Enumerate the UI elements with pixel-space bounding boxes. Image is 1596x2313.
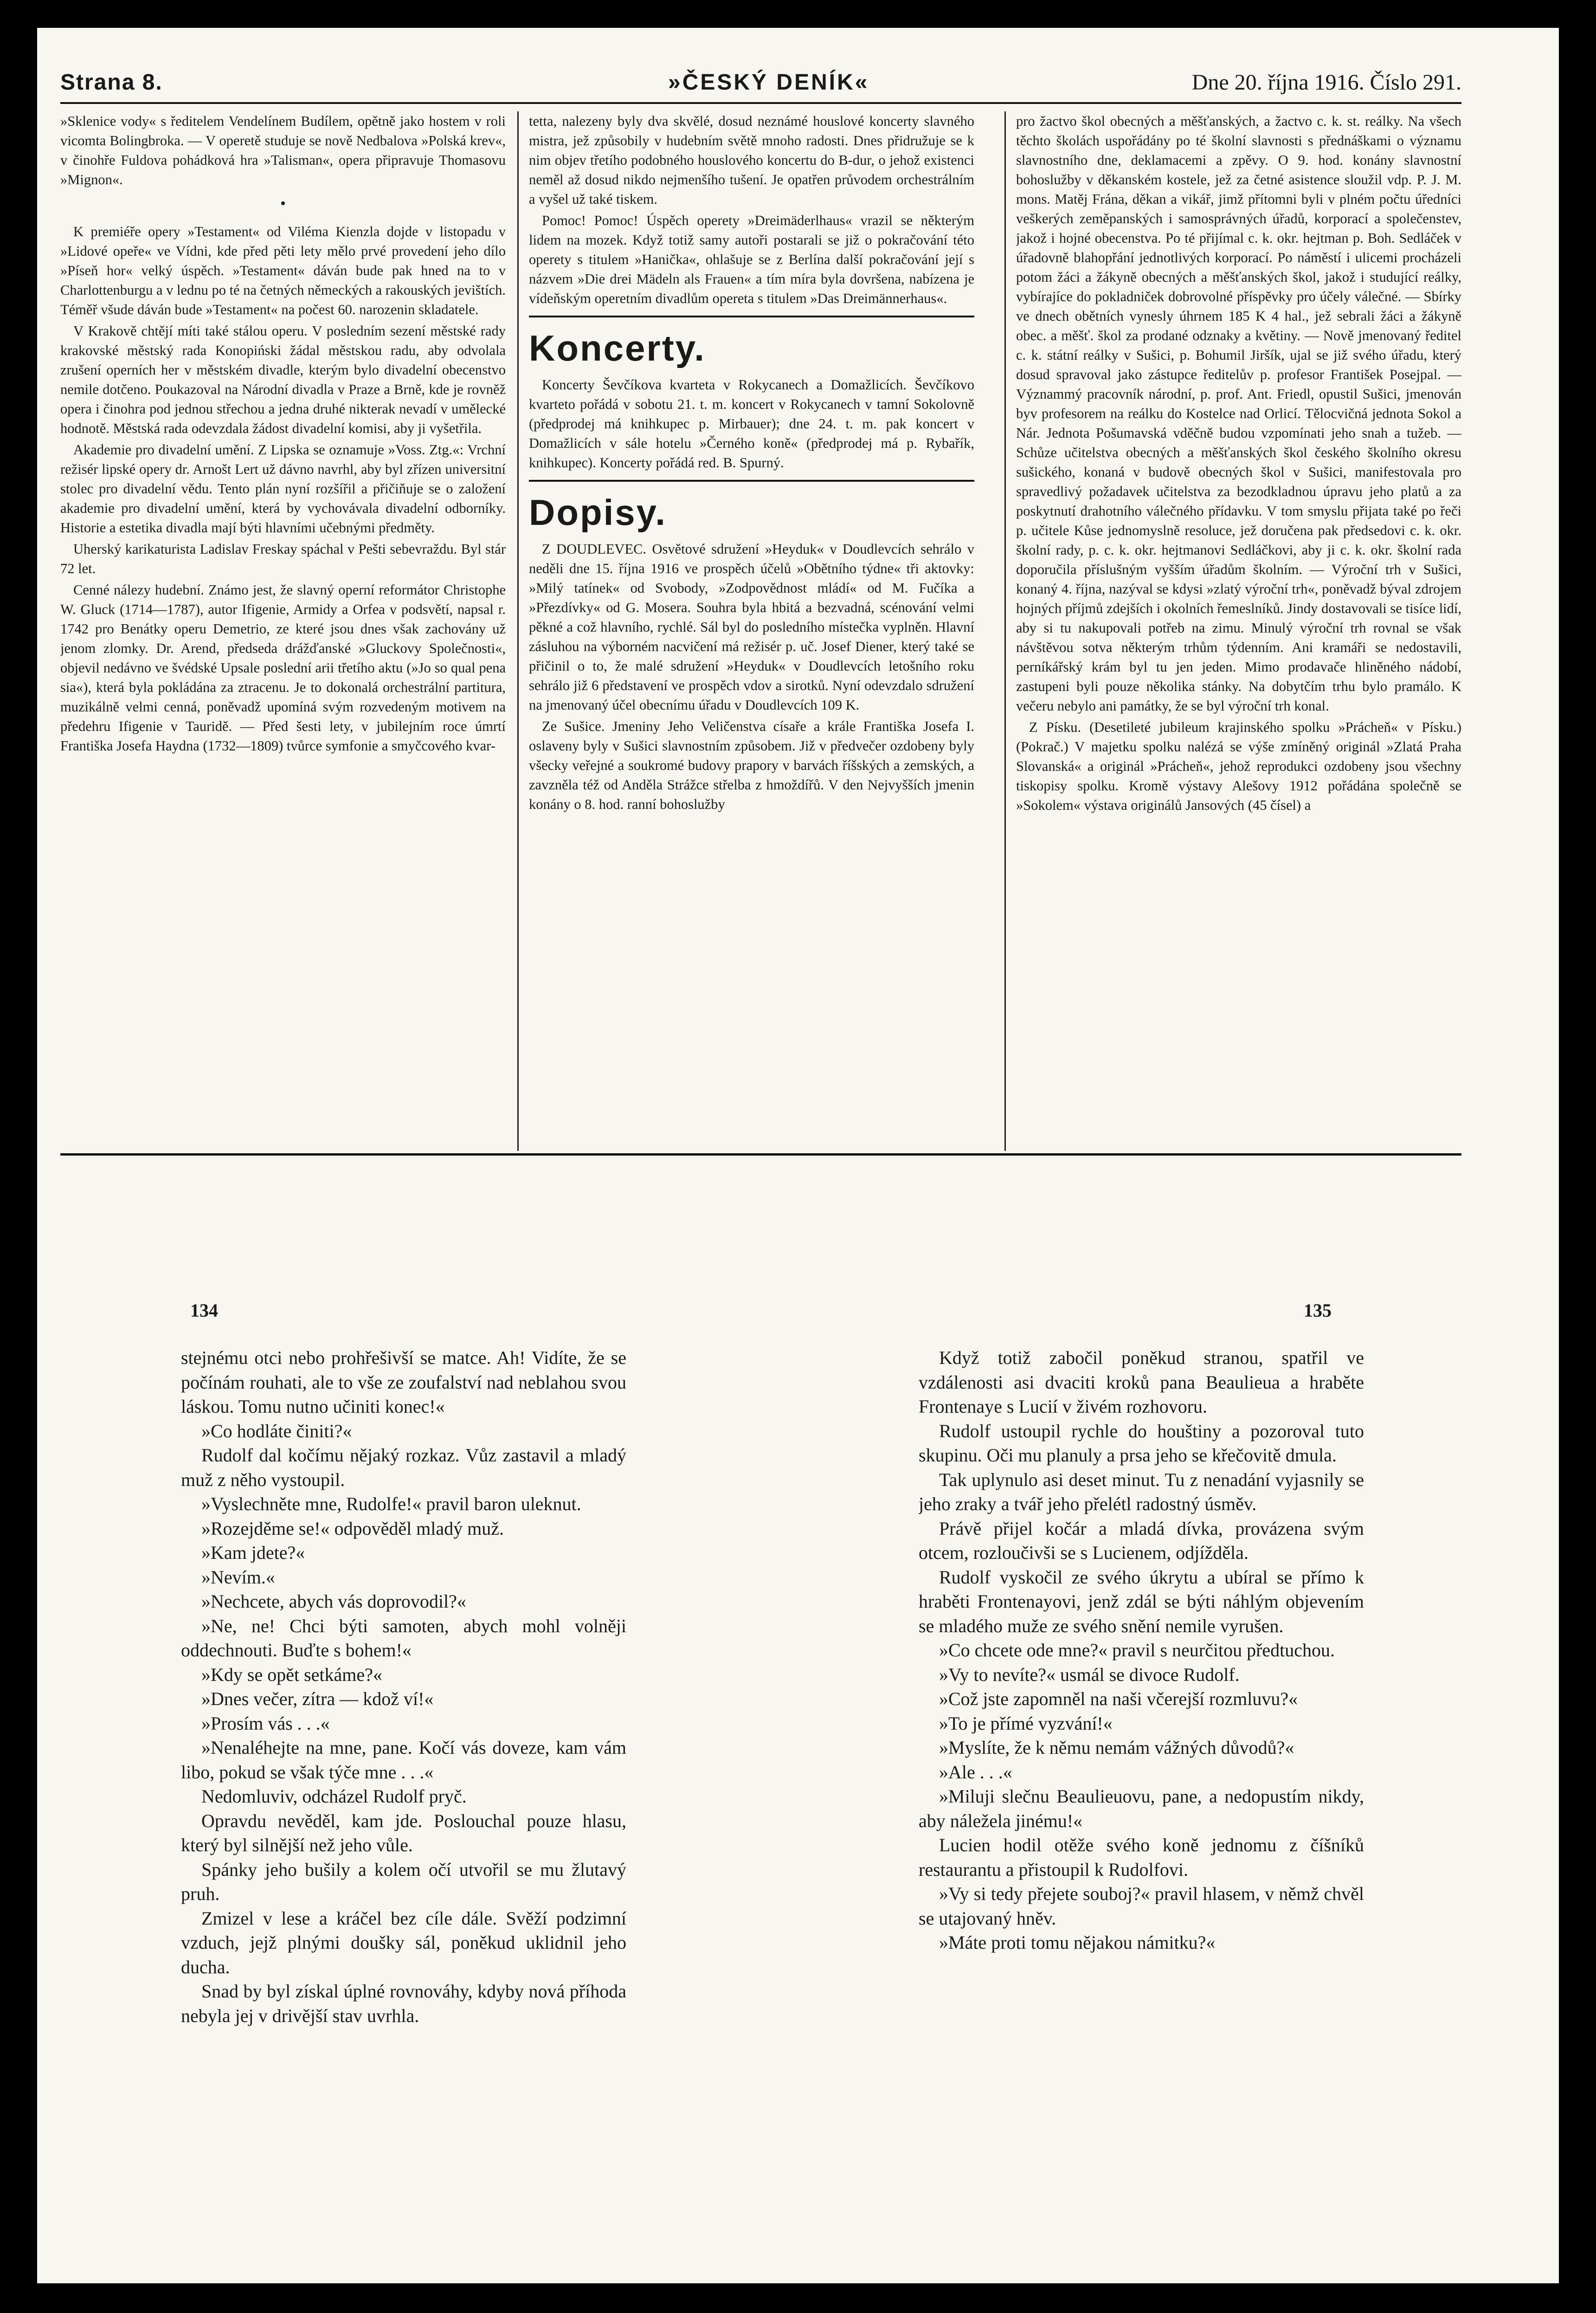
book-page-right <box>919 1346 1364 2158</box>
paragraph: »Co hodláte činiti?« <box>201 1420 352 1441</box>
article-z-doudlevec: Z DOUDLEVEC. Osvětové sdružení »Heyduk« v Doudlevcích sehrálo v neděli dne 15. října 1916 ve prospěch účelů »Obětního týdne« tři aktovky: »Milý tatínek« od Svobody, »Zodpovědnost mládí« od M. Fučíka a »Přezdívky« od G. Mosera. Souhra byla hbitá a bezvadná, scénování velmi pěkné a což hlavního, rychlé. Sál byl do posledního místečka vyplněn. Hlavní zásluhou na výborném nacvičení má režisér p. uč. Josef Diener, který také se přičinil o to, že malé sdružení »Heyduk« v Doudlevcích letošního roku sehrálo již 6 představení ve prospěch vdov a sirotků. Nyní odevzdalo sdružení na jmenovaný účel obecnímu úřadu v Doudlevcích 109 K. <box>529 541 974 713</box>
paragraph: Opravdu nevěděl, kam jde. Poslouchal pouze hlasu, který byl silnější než jeho vůle. <box>181 1810 626 1855</box>
paragraph: »Vyslechněte mne, Rudolfe!« pravil baron uleknut. <box>201 1493 581 1514</box>
paragraph: »To je přímé vyzvání!« <box>939 1712 1113 1734</box>
article-testament: K premiéře opery »Testament« od Viléma Kienzla dojde v listopadu v »Lidové opeře« ve Vídni, kde před pěti lety mělo prvé provedení jeho dílo »Píseň hor« velký úspěch. »Testament« dáván bude pak hned na to v Charlottenburgu a v lednu po té na četných německých a rakouských jevištích. Téměř všude dáván bude »Testament« na počest 60. narozenin skladatele. <box>60 224 506 317</box>
article-pomoc: Pomoc! Pomoc! Úspěch operety »Dreimäderlhaus« vrazil se některým lidem na mozek. Když totiž samy autoři postarali se již o pokračování této operety s titulem »Hanička«, ohlašuje se z Berlína další pokračování její s názvem »Die drei Mädeln als Frauen« a tím míra byla dovršena, nabízena je vídeňským operetním divadlům opereta s titulem »Das Dreimännerhaus«. <box>529 213 974 306</box>
newspaper-column-3 <box>1016 111 1461 1151</box>
paragraph: Právě přijel kočár a mladá dívka, provázena svým otcem, rozloučivši se s Lucienem, odjížděla. <box>919 1518 1364 1563</box>
book-page-number-right: 135 <box>1304 1300 1332 1321</box>
paragraph: Zmizel v lese a kráčel bez cíle dále. Svěží podzimní vzduch, jejž plnými doušky sál, poněkud uklidnil jeho ducha. <box>181 1907 626 1977</box>
paragraph: Rudolf vyskočil ze svého úkrytu a ubíral se přímo k hraběti Frontenayovi, jenž zdál se býti náhlým objevením se mladého muže ze svého snění nemile vyrušen. <box>919 1566 1364 1636</box>
paragraph: »Miluji slečnu Beaulieuovu, pane, a nedopustím nikdy, aby náležela jinému!« <box>919 1786 1364 1831</box>
article-krakov-opera: V Krakově chtějí míti také stálou operu. V posledním sezení městské rady krakovské městský rada Konopiński žádal městskou radu, aby odvolala zrušení operních her v městském divadle, kterým bylo divadelní obecenstvo nemile dotčeno. Poukazoval na Národní divadla v Praze a Brně, kde je rovněž opera i činohra pod jednou střechou a jedna druhé nikterak nevadí v umělecké hodnotě. Městská rada odevzdala žádost divadelní komisi, aby ji vyšetřila. <box>60 323 506 436</box>
article-ze-susice: Ze Sušice. Jmeniny Jeho Veličenstva císaře a krále Františka Josefa I. oslaveny byly v Sušici slavnostním způsobem. Již v předvečer ozdobeny byly všecky veřejné a soukromé budovy prapory v barvách říšských a zemských, a zavzněla též od Anděla Strážce střelba z hmoždířů. V den Nejvyšších jmenin konány o 8. hod. ranní bohoslužby <box>529 718 974 812</box>
paragraph: »Kam jdete?« <box>201 1542 305 1563</box>
newspaper-header <box>60 60 1461 104</box>
article-sevcikovo-kvarteto: Koncerty Ševčíkova kvarteta v Rokycanech a Domažlicích. Ševčíkovo kvarteto pořádá v sobotu 21. t. m. koncert v Rokycanech v tamní Sokolovně (předprodej má knihkupec p. Mirbauer); dne 24. t. m. pak koncert v Domažlicích v sále hotelu »Černého koně« (předprodej má p. Rybařík, knihkupec). Koncerty pořádá red. B. Spurný. <box>529 377 974 471</box>
book-page-left <box>181 1346 626 2158</box>
paragraph: »Dnes večer, zítra — kdož ví!« <box>201 1688 434 1709</box>
paragraph: »Máte proti tomu nějakou námitku?« <box>939 1932 1216 1953</box>
paragraph: »Myslíte, že k němu nemám vážných důvodů?« <box>939 1737 1294 1758</box>
article-cenne-nalezy-continued: tetta, nalezeny byly dva skvělé, dosud neznámé houslové koncerty slavného mistra, jež způsobily v hudebním světě mnoho radosti. Dnes přidružuje se k nim objev třetího podobného houslového koncertu do B-dur, o jehož existenci neměl až dosud nikdo nejmenšího tušení. Je opatřen průvodem orchestrálním a vyšel už také tiskem. <box>529 113 974 207</box>
paragraph: »Vy to nevíte?« usmál se divoce Rudolf. <box>939 1664 1240 1685</box>
paragraph: »Ne, ne! Chci býti samoten, abych mohl volněji oddechnouti. Buďte s bohem!« <box>181 1615 626 1660</box>
newspaper-page-label: Strana 8. <box>60 70 163 95</box>
paragraph: »Rozejděme se!« odpověděl mladý muž. <box>201 1518 504 1539</box>
newspaper-masthead: »ČESKÝ DENÍK« <box>668 70 869 95</box>
newspaper-column-2 <box>529 111 974 1151</box>
article-sklenice-vody: »Sklenice vody« s ředitelem Vendelínem Budílem, opětně jako hostem v roli vicomta Bolingbroka. — V operetě studuje se nově Nedbalova »Polská krev«, v činohře Fuldova pohádková hra »Talisman«, opera připravuje Thomasovu »Mignon«. <box>60 113 506 187</box>
paragraph: »Což jste zapomněl na naši včerejší rozmluvu?« <box>939 1688 1298 1709</box>
paragraph: »Nechcete, abych vás doprovodil?« <box>201 1591 466 1612</box>
column-rule <box>517 111 519 1151</box>
paragraph: »Co chcete ode mne?« pravil s neurčitou předtuchou. <box>939 1640 1335 1660</box>
article-akademie: Akademie pro divadelní umění. Z Lipska se oznamuje »Voss. Ztg.«: Vrchní režisér lipské opery dr. Arnošt Lert už dávno navrhl, aby byl zřízen universitní stolec pro divadelní vědu. Tento plán nyní rozšířil a přičiňuje se o založení akademie pro divadelní umění, která by vychovávala divadelní odborníky. Historie a estetika divadla mají býti hlavními učebnými předměty. <box>60 442 506 536</box>
paragraph: Když totiž zabočil poněkud stranou, spatřil ve vzdálenosti asi dvaciti kroků pana Beaulieua a hraběte Frontenaye s Lucií v živém rozhovoru. <box>919 1347 1364 1417</box>
article-cenne-nalezy: Cenné nálezy hudební. Známo jest, že slavný operní reformátor Christophe W. Gluck (1714—1787), autor Ifigenie, Armidy a Orfea v podsvětí, napsal r. 1742 pro Benátky operu Demetrio, ze které jsou dnes však zachovány už jenom zlomky. Dr. Arend, předseda drážďanské »Gluckovy Společnosti«, objevil nedávno ve švédské Upsale poslední arii třetího aktu (»Jo so qual pena sia«), která byla pokládána za ztracenu. Je to dokonalá orchestrální partitura, muzikálně velmi cenná, poněvadž upomíná svým rozvedeným motivem na předehru Ifigenie v Tauridě. — Před šesti lety, v jubilejním roce úmrtí Františka Josefa Haydna (1732—1809) tvůrce symfonie a smyčcového kvar- <box>60 582 506 754</box>
paragraph: »Prosím vás . . .« <box>201 1712 330 1734</box>
paragraph: »Kdy se opět setkáme?« <box>201 1664 382 1685</box>
section-rule <box>529 480 974 482</box>
paragraph: Snad by byl získal úplné rovnováhy, kdyby nová příhoda nebyla jej v drivější stav uvrhla. <box>181 1981 626 2026</box>
paragraph: »Nenaléhejte na mne, pane. Kočí vás doveze, kam vám libo, pokud se však týče mne . . .« <box>181 1737 626 1783</box>
section-separator: • <box>280 195 286 212</box>
newspaper-body <box>60 111 1461 1151</box>
article-karikaturista: Uherský karikaturista Ladislav Freskay spáchal v Pešti sebevraždu. Byl stár 72 let. <box>60 541 506 576</box>
newspaper-bottom-rule <box>60 1153 1461 1156</box>
paragraph: Lucien hodil otěže svého koně jednomu z číšníků restaurantu a přistoupil k Rudolfovi. <box>919 1835 1364 1880</box>
paragraph: Rudolf dal kočímu nějaký rozkaz. Vůz zastavil a mladý muž z něho vystoupil. <box>181 1445 626 1490</box>
paragraph: »Vy si tedy přejete souboj?« pravil hlasem, v němž chvěl se utajovaný hněv. <box>919 1883 1364 1929</box>
column-rule <box>1004 111 1006 1151</box>
section-title-dopisy: Dopisy. <box>529 492 667 533</box>
paragraph: Spánky jeho bušily a kolem očí utvořil se mu žlutavý pruh. <box>181 1859 626 1904</box>
newspaper-dateline: Dne 20. října 1916. Číslo 291. <box>1191 70 1461 95</box>
paragraph: »Ale . . .« <box>939 1761 1012 1783</box>
paragraph: Tak uplynulo asi deset minut. Tu z nenadání vyjasnily se jeho zraky a tvář jeho přelétl radostný úsměv. <box>919 1469 1364 1514</box>
book-page-number-left: 134 <box>190 1300 218 1321</box>
paragraph: stejnému otci nebo prohřešivší se matce. Ah! Vidíte, že se počínám rouhati, ale to vše ze zoufalství nad neblahou svou láskou. Tomu nutno učiniti konec!« <box>181 1347 626 1417</box>
section-rule <box>529 316 974 317</box>
article-z-pisku: Z Písku. (Desetileté jubileum krajinského spolku »Prácheň« v Písku.) (Pokrač.) V majetku spolku nalézá se výše zmíněný originál »Zlatá Praha Slovanská« a originál »Prácheň«, jehož reprodukci ozdobeny jsou všechny tiskopisy spolku. Kromě výstavy Alešovy 1912 pořádána společně se »Sokolem« výstava originálů Jansových (45 čísel) a <box>1016 719 1461 813</box>
newspaper-column-1 <box>60 111 506 1151</box>
section-title-koncerty: Koncerty. <box>529 328 706 368</box>
paragraph: »Nevím.« <box>201 1566 275 1588</box>
article-ze-susice-continued: pro žactvo škol obecných a měšťanských, a žactvo c. k. st. reálky. Na všech těchto školách uspořádány po té školní slavnosti s přednáškami o významu slavnostního dne, deklamacemi a zpěvy. O 9. hod. konány slavnostní bohoslužby v děkanském kostele, jež za četné asistence sloužil vdp. P. J. M. mons. Matěj Frána, děkan a vikář, jimž přítomni byli v plném počtu úředníci veškerých zeměpanských i samosprávných úřadů, korporací a společenstev, jakož i hojné obecenstva. Po té přijímal c. k. okr. hejtman p. Boh. Sedláček v úřadovně blahopřání jednotlivých korporací. Po náměstí i ulicemi procházeli potom žáci a žákyně obecných a měšťanských škol, jakož i studující reálky, vybírajíce do pokladniček dobrovolné příspěvky pro účely válečné. — Sbírky ve dnech obětních vynesly úhrnem 185 K 4 hal., jež sebrali žáci a žákyně obec. a měšť. škol za prodané odznaky a květiny. — Nově jmenovaný ředitel c. k. státní reálky v Sušici, p. Bohumil Jiršík, ujal se již svého úřadu, který dosud spravoval jako zástupce ředitelův p. profesor František Posejpal. — Význammý pracovník národní, p. prof. Ant. Friedl, opustil Sušici, jmenován byv profesorem na reálku do Kostelce nad Orlicí. Tělocvičná jednota Sokol a Nár. Jednota Pošumavská vděčně budou vzpomínati jeho snah a tužeb. — Schůze učitelstva obecných a měšťanských škol českého školního okresu sušického, konaná v budově obecných škol v Sušici, manifestovala pro spravedlivý požadavek učitelstva za bezodkladnou úpravu jeho platů a za poskytnutí drahotního válečného přídavku. V tom smyslu přijata také po řeči p. učitele Kůse jednomyslně resoluce, jež doručena pak předsedovi c. k. okr. školní rady, p. c. k. okr. hejtmanovi Sedláčkovi, aby ji c. k. okr. školní rada doporučila příslušným vyšším úřadům školním. — Výroční trh v Sušici, konaný 4. října, nazýval se kdysi »zlatý výroční trh«, poněvadž býval zdrojem hojných příjmů zdejších i okolních řemeslníků. Jindy dostavovali se tisíce lidí, aby si tu nakupovali potřeb na zimu. Minulý výroční trh rovnal se však návštěvou sotva některým trhům týdenním. Ani kramáři se nedostavili, perníkářský krám byl tu jen jeden. Mimo prodavače hliněného nádobí, zastupeni byli pouze několika stánky. Na dobytčím trhu bylo pramálo. K večeru nebylo ani památky, že se byl výroční trh konal. <box>1016 113 1461 714</box>
paragraph: Rudolf ustoupil rychle do houštiny a pozoroval tuto skupinu. Oči mu planuly a prsa jeho se křečovitě dmula. <box>919 1420 1364 1466</box>
paragraph: Nedomluviv, odcházel Rudolf pryč. <box>201 1786 467 1807</box>
